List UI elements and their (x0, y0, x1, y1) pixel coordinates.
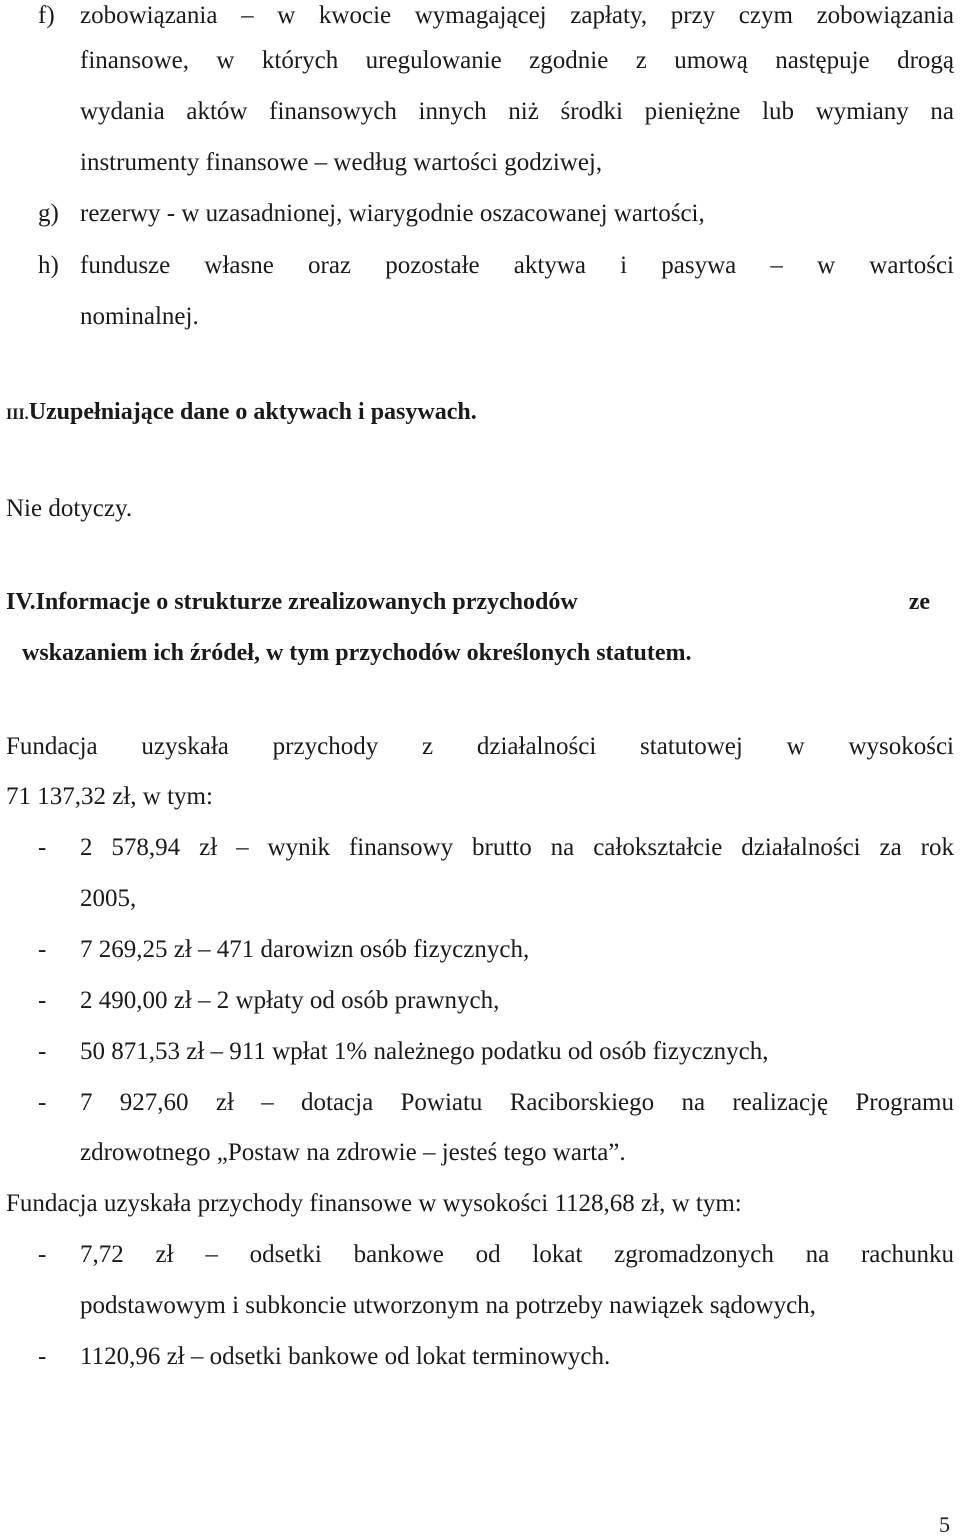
section-number: III. (6, 406, 29, 423)
list-item-text: 2005, (80, 885, 137, 912)
list-item-text: instrumenty finansowe – według wartości godziwej, (80, 149, 603, 176)
list-dash: - (38, 1343, 47, 1370)
list-item-text: finansowe, w których uregulowanie zgodnie z umową następuje drogą (80, 47, 954, 74)
list-item-text: 2 490,00 zł – 2 wpłaty od osób prawnych, (80, 987, 500, 1014)
list-item-text: rezerwy - w uzasadnionej, wiarygodnie oszacowanej wartości, (80, 200, 705, 227)
list-dash: - (38, 834, 47, 861)
section-title: Uzupełniające dane o aktywach i pasywach. (28, 399, 477, 425)
list-item-text: 50 871,53 zł – 911 wpłat 1% należnego podatku od osób fizycznych, (80, 1038, 769, 1065)
list-dash: - (38, 1241, 47, 1268)
list-item-text: wydania aktów finansowych innych niż środki pieniężne lub wymiany na (80, 98, 954, 125)
paragraph-text: 71 137,32 zł, w tym: (6, 783, 213, 810)
list-item-text: zobowiązania – w kwocie wymagającej zapłaty, przy czym zobowiązania (80, 2, 954, 29)
list-marker: g) (38, 200, 59, 227)
list-item-text: podstawowym i subkoncie utworzonym na potrzeby nawiązek sądowych, (80, 1292, 816, 1319)
list-item-text: 1120,96 zł – odsetki bankowe od lokat terminowych. (80, 1343, 611, 1370)
section-title: wskazaniem ich źródeł, w tym przychodów określonych statutem. (22, 640, 692, 666)
list-item-text: 7 269,25 zł – 471 darowizn osób fizycznych, (80, 936, 530, 963)
list-item-text: 7 927,60 zł – dotacja Powiatu Raciborskiego na realizację Programu (80, 1089, 954, 1116)
list-dash: - (38, 987, 47, 1014)
list-item-text: 2 578,94 zł – wynik finansowy brutto na całokształcie działalności za rok (80, 834, 954, 861)
list-item-text: nominalnej. (80, 303, 199, 330)
list-item-text: 7,72 zł – odsetki bankowe od lokat zgromadzonych na rachunku (80, 1241, 954, 1268)
list-item-text: zdrowotnego „Postaw na zdrowie – jesteś tego warta”. (80, 1139, 626, 1166)
section-title: IV.Informacje o strukturze zrealizowanych przychodów (6, 589, 578, 615)
page-number: 5 (939, 1512, 950, 1537)
section-title-end: ze (908, 589, 930, 615)
paragraph-text: Nie dotyczy. (6, 495, 133, 522)
paragraph-text: Fundacja uzyskała przychody z działalności statutowej w wysokości (6, 733, 954, 760)
list-dash: - (38, 936, 47, 963)
list-dash: - (38, 1038, 47, 1065)
list-dash: - (38, 1089, 47, 1116)
paragraph-text: Fundacja uzyskała przychody finansowe w wysokości 1128,68 zł, w tym: (6, 1190, 742, 1217)
list-marker: h) (38, 252, 59, 279)
list-marker: f) (38, 2, 55, 29)
list-item-text: fundusze własne oraz pozostałe aktywa i pasywa – w wartości (80, 252, 954, 279)
